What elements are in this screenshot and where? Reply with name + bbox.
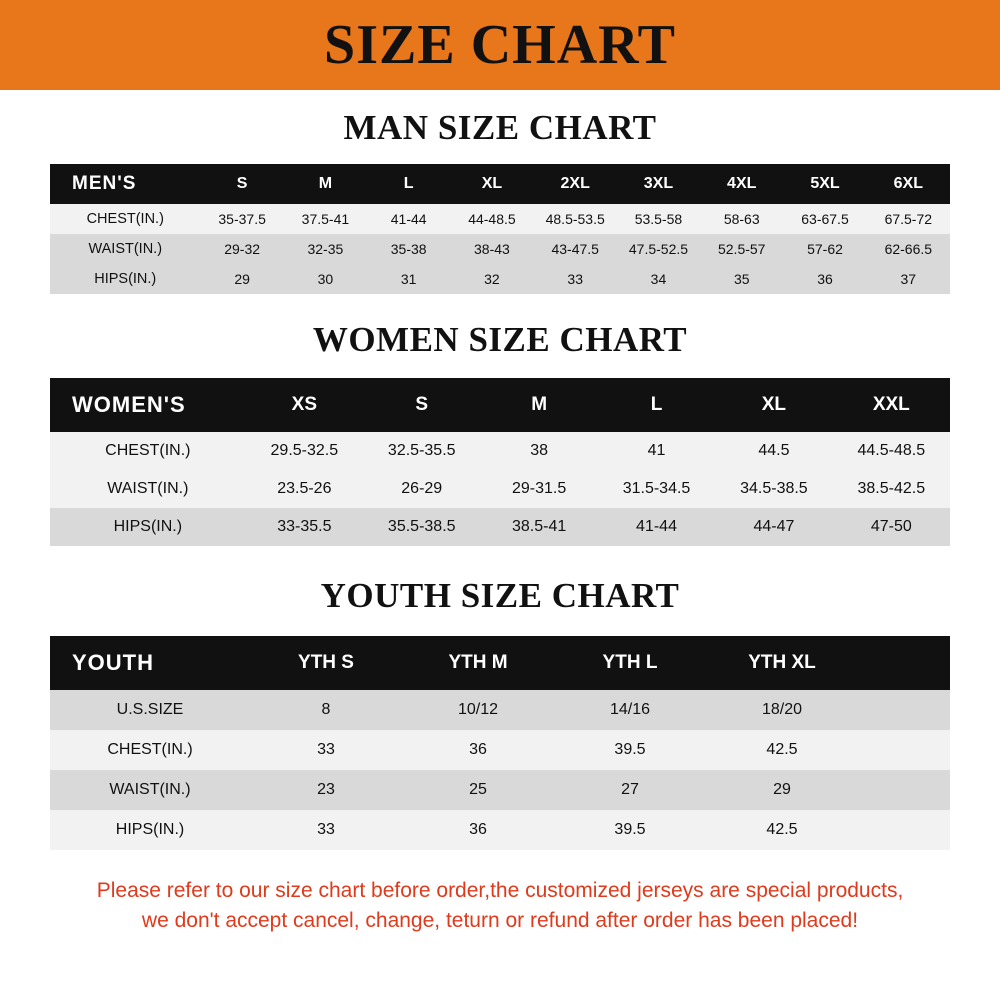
man-header-cell-5: 2XL [534, 164, 617, 204]
man-row-1-cell-5: 47.5-52.5 [617, 234, 700, 264]
man-size-table [50, 164, 950, 294]
page-banner [0, 0, 1000, 90]
man-row-1-cell-6: 52.5-57 [700, 234, 783, 264]
youth-row-0-cell-2: 14/16 [554, 690, 706, 730]
man-row-0-cell-0: 35-37.5 [201, 204, 284, 234]
youth-row-2-cell-2: 27 [554, 770, 706, 810]
table-row [50, 470, 950, 508]
man-row-1-cell-1: 32-35 [284, 234, 367, 264]
man-row-2-cell-8: 37 [867, 264, 950, 294]
man-header-cell-6: 3XL [617, 164, 700, 204]
women-row-2-cell-2: 38.5-41 [480, 508, 597, 546]
youth-row-2-cell-3: 29 [706, 770, 858, 810]
women-row-0-label: CHEST(IN.) [50, 432, 246, 470]
women-row-0-cell-5: 44.5-48.5 [833, 432, 950, 470]
table-header-row [50, 636, 950, 690]
youth-row-3-cell-1: 36 [402, 810, 554, 850]
youth-row-0-cell-0: 8 [250, 690, 402, 730]
man-row-1-cell-2: 35-38 [367, 234, 450, 264]
man-row-0-label: CHEST(IN.) [50, 204, 201, 234]
table-header-row [50, 164, 950, 204]
youth-header-cell-2: YTH M [402, 636, 554, 690]
women-header-cell-6: XXL [833, 378, 950, 432]
man-row-2-cell-3: 32 [450, 264, 533, 294]
man-header-cell-1: S [201, 164, 284, 204]
man-row-0-cell-1: 37.5-41 [284, 204, 367, 234]
man-row-2-cell-4: 33 [534, 264, 617, 294]
women-size-table [50, 378, 950, 546]
women-row-2-label: HIPS(IN.) [50, 508, 246, 546]
youth-header-spacer [858, 636, 950, 690]
man-row-2-label: HIPS(IN.) [50, 264, 201, 294]
youth-header-cell-0: YOUTH [50, 636, 250, 690]
table-row [50, 690, 950, 730]
man-header-cell-7: 4XL [700, 164, 783, 204]
policy-note-line-1: Please refer to our size chart before order,the customized jerseys are special products, [96, 879, 904, 902]
man-row-0-cell-3: 44-48.5 [450, 204, 533, 234]
youth-header-cell-4: YTH XL [706, 636, 858, 690]
youth-row-1-cell-1: 36 [402, 730, 554, 770]
youth-row-1-cell-3: 42.5 [706, 730, 858, 770]
man-row-1-cell-4: 43-47.5 [534, 234, 617, 264]
women-section-title: WOMEN SIZE CHART [312, 320, 688, 359]
youth-row-3-label: HIPS(IN.) [50, 810, 250, 850]
man-row-2-cell-1: 30 [284, 264, 367, 294]
women-row-0-cell-3: 41 [598, 432, 715, 470]
youth-row-1-spacer [858, 730, 950, 770]
man-row-0-cell-7: 63-67.5 [783, 204, 866, 234]
man-header-cell-0: MEN'S [50, 164, 201, 204]
man-header-cell-8: 5XL [783, 164, 866, 204]
women-row-1-cell-1: 26-29 [363, 470, 480, 508]
man-row-2-cell-2: 31 [367, 264, 450, 294]
youth-row-1-cell-2: 39.5 [554, 730, 706, 770]
women-header-cell-2: S [363, 378, 480, 432]
youth-row-3-cell-3: 42.5 [706, 810, 858, 850]
youth-row-0-spacer [858, 690, 950, 730]
man-row-0-cell-8: 67.5-72 [867, 204, 950, 234]
table-row [50, 204, 950, 234]
women-header-cell-4: L [598, 378, 715, 432]
women-row-0-cell-4: 44.5 [715, 432, 832, 470]
table-row [50, 432, 950, 470]
women-row-2-cell-5: 47-50 [833, 508, 950, 546]
women-row-1-cell-3: 31.5-34.5 [598, 470, 715, 508]
table-row [50, 730, 950, 770]
table-row [50, 234, 950, 264]
women-row-2-cell-0: 33-35.5 [246, 508, 363, 546]
women-row-0-cell-1: 32.5-35.5 [363, 432, 480, 470]
man-row-1-cell-0: 29-32 [201, 234, 284, 264]
youth-size-table [50, 636, 950, 850]
policy-note-line-2: we don't accept cancel, change, teturn or refund after order has been placed! [141, 908, 859, 932]
women-header-cell-5: XL [715, 378, 832, 432]
youth-row-3-cell-2: 39.5 [554, 810, 706, 850]
women-row-1-cell-5: 38.5-42.5 [833, 470, 950, 508]
women-row-0-cell-0: 29.5-32.5 [246, 432, 363, 470]
youth-row-1-cell-0: 33 [250, 730, 402, 770]
youth-section-title: YOUTH SIZE CHART [320, 576, 680, 615]
man-header-cell-3: L [367, 164, 450, 204]
policy-note [30, 876, 970, 936]
man-row-2-cell-6: 35 [700, 264, 783, 294]
man-row-1-cell-3: 38-43 [450, 234, 533, 264]
man-row-1-label: WAIST(IN.) [50, 234, 201, 264]
youth-row-2-cell-0: 23 [250, 770, 402, 810]
page-title: SIZE CHART [324, 14, 676, 76]
man-row-1-cell-7: 57-62 [783, 234, 866, 264]
man-row-0-cell-4: 48.5-53.5 [534, 204, 617, 234]
youth-row-1-label: CHEST(IN.) [50, 730, 250, 770]
women-row-2-cell-3: 41-44 [598, 508, 715, 546]
man-row-2-cell-0: 29 [201, 264, 284, 294]
man-section-title: MAN SIZE CHART [343, 108, 657, 147]
table-row [50, 264, 950, 294]
man-row-0-cell-6: 58-63 [700, 204, 783, 234]
youth-row-2-label: WAIST(IN.) [50, 770, 250, 810]
women-row-1-label: WAIST(IN.) [50, 470, 246, 508]
women-header-cell-1: XS [246, 378, 363, 432]
man-row-0-cell-2: 41-44 [367, 204, 450, 234]
youth-row-3-spacer [858, 810, 950, 850]
man-row-1-cell-8: 62-66.5 [867, 234, 950, 264]
man-row-2-cell-5: 34 [617, 264, 700, 294]
youth-row-2-spacer [858, 770, 950, 810]
youth-row-2-cell-1: 25 [402, 770, 554, 810]
women-row-0-cell-2: 38 [480, 432, 597, 470]
youth-header-cell-3: YTH L [554, 636, 706, 690]
man-header-cell-2: M [284, 164, 367, 204]
table-row [50, 508, 950, 546]
women-row-1-cell-0: 23.5-26 [246, 470, 363, 508]
youth-row-0-cell-1: 10/12 [402, 690, 554, 730]
youth-header-cell-1: YTH S [250, 636, 402, 690]
women-row-1-cell-2: 29-31.5 [480, 470, 597, 508]
women-header-cell-3: M [480, 378, 597, 432]
youth-row-3-cell-0: 33 [250, 810, 402, 850]
youth-row-0-label: U.S.SIZE [50, 690, 250, 730]
women-header-cell-0: WOMEN'S [50, 378, 246, 432]
man-row-2-cell-7: 36 [783, 264, 866, 294]
table-row [50, 770, 950, 810]
man-row-0-cell-5: 53.5-58 [617, 204, 700, 234]
man-header-cell-4: XL [450, 164, 533, 204]
youth-row-0-cell-3: 18/20 [706, 690, 858, 730]
table-header-row [50, 378, 950, 432]
man-header-cell-9: 6XL [867, 164, 950, 204]
women-row-2-cell-1: 35.5-38.5 [363, 508, 480, 546]
women-row-2-cell-4: 44-47 [715, 508, 832, 546]
women-row-1-cell-4: 34.5-38.5 [715, 470, 832, 508]
table-row [50, 810, 950, 850]
